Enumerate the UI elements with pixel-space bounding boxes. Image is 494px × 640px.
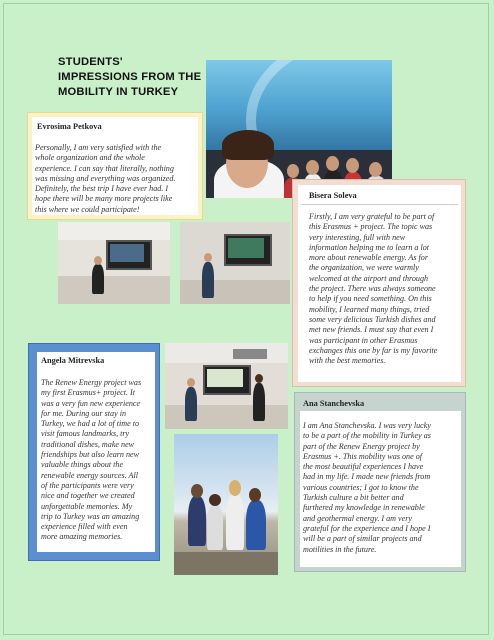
testimonial-bisera-name: Bisera Soleva xyxy=(309,191,357,200)
text-line: had in my life. I made new friends from xyxy=(303,472,431,482)
text-line: welcomed at the airport and through xyxy=(309,273,429,283)
text-line: was a very fun new experience xyxy=(41,398,141,408)
text-line: I am Ana Stanchevska. I was very lucky xyxy=(303,421,431,430)
testimonial-evrosima-name: Evrosima Petkova xyxy=(37,122,102,131)
group-outdoor-photo xyxy=(174,434,278,575)
text-line: renewable energy sources. All xyxy=(41,470,138,480)
title-line-1: STUDENTS' xyxy=(58,56,123,68)
text-line: and geothermal energy. I am very xyxy=(303,513,412,523)
text-line: was missing and everything was organized. xyxy=(35,173,176,183)
text-line: Turkey, we had a lot of time to xyxy=(41,419,140,429)
text-line: friendships but also learn new xyxy=(41,450,140,460)
text-line: furthered my knowledge in renewable xyxy=(303,503,425,513)
testimonial-bisera xyxy=(292,179,466,387)
testimonial-ana-text xyxy=(303,421,467,555)
text-line: some very delicious Turkish dishes and xyxy=(309,314,436,324)
text-line: more amazing memories. xyxy=(41,532,123,542)
text-line: was participant in other Erasmus xyxy=(309,335,418,345)
text-line: to be a part of the mobility in Turkey as xyxy=(303,431,431,441)
testimonial-evrosima-text xyxy=(35,143,205,215)
text-line: Erasmus +. This mobility was one of xyxy=(303,451,423,461)
text-line: for me. During our stay in xyxy=(41,408,126,418)
classroom-presentation-photo-2 xyxy=(180,222,290,304)
text-line: visit famous landmarks, try xyxy=(41,429,130,439)
text-line: will be a part of similar projects and xyxy=(303,534,422,544)
text-line: experience filled with even xyxy=(41,522,128,532)
text-line: very interesting, full with new xyxy=(309,232,406,242)
text-line: part of the Renew Energy project by xyxy=(303,441,420,451)
text-line: nice and together we created xyxy=(41,491,135,501)
testimonial-bisera-text xyxy=(309,212,469,366)
testimonial-angela-name: Angela Mitrevska xyxy=(41,356,105,365)
text-line: Definitely, the best trip I have ever had. I xyxy=(35,184,169,194)
aquarium-selfie-photo xyxy=(206,60,392,198)
text-line: whole organization and the whole xyxy=(35,153,145,163)
text-line: traditional dishes, make new xyxy=(41,439,135,449)
text-line: to help if you need something. On this xyxy=(309,294,432,304)
text-line: my first Erasmus+ project. It xyxy=(41,388,135,398)
text-line: the most beautiful experiences I have xyxy=(303,462,424,472)
testimonial-evrosima xyxy=(27,112,203,220)
text-line: unforgettable memories. My xyxy=(41,501,133,511)
text-line: met new friends. I must say that even I xyxy=(309,325,434,335)
text-line: Personally, I am very satisfied with the xyxy=(35,143,162,152)
text-line: information helping me to learn a lot xyxy=(309,242,430,252)
text-line: experience. I can say that literally, nothing xyxy=(35,163,174,173)
text-line: the organization, we were warmly xyxy=(309,263,419,273)
classroom-presentation-photo-3 xyxy=(165,343,288,429)
testimonial-ana xyxy=(294,392,466,572)
text-line: with the best memories. xyxy=(309,356,386,366)
text-line: grateful for the experience and I hope I xyxy=(303,523,431,533)
text-line: more about renewable energy. As for xyxy=(309,253,428,263)
text-line: exchanges this one by far is my favorite xyxy=(309,345,438,355)
title-line-2: IMPRESSIONS FROM THE xyxy=(58,71,202,83)
text-line: Turkish culture a bit better and xyxy=(303,493,404,503)
testimonial-angela-text xyxy=(41,378,163,543)
text-line: of the participants were very xyxy=(41,480,134,490)
text-line: mobility, I learned many things, tried xyxy=(309,304,430,314)
text-line: motilities in the future. xyxy=(303,544,377,554)
text-line: The Renew Energy project was xyxy=(41,378,142,387)
text-line: Firstly, I am very grateful to be part of xyxy=(309,212,435,221)
testimonial-ana-name: Ana Stanchevska xyxy=(303,399,365,408)
text-line: various countries; I got to know the xyxy=(303,482,419,492)
page-title xyxy=(58,55,218,100)
testimonial-angela xyxy=(28,343,160,561)
text-line: valuable things about the xyxy=(41,460,124,470)
text-line: this Erasmus + project. The topic was xyxy=(309,222,433,232)
text-line: trip to Turkey was an amazing xyxy=(41,511,140,521)
title-line-3: MOBILITY IN TURKEY xyxy=(58,86,179,98)
classroom-presentation-photo-1 xyxy=(58,222,170,304)
text-line: this where we could participate! xyxy=(35,204,140,214)
text-line: the project. There was always someone xyxy=(309,284,436,294)
text-line: hope there will be many more projects like xyxy=(35,194,173,204)
